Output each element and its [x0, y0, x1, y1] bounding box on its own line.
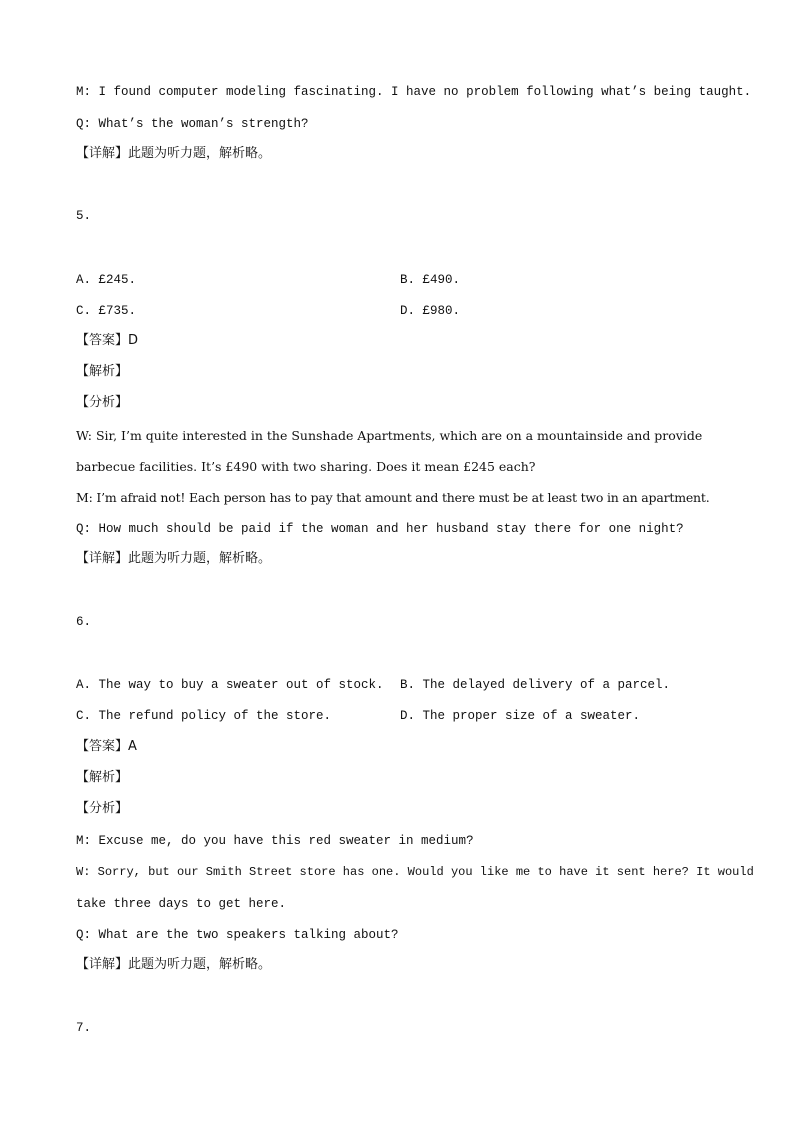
q5-question-line: Q: How much should be paid if the woman and her husband stay there for one night?: [76, 522, 684, 536]
q5-number: 5.: [76, 209, 92, 223]
q4-man-line: M: I found computer modeling fascinating. I have no problem following what’s being taught.: [76, 85, 752, 99]
q5-man-line: M: I’m afraid not! Each person has to pay that amount and there must be at least two in an apartment.: [76, 490, 710, 505]
q6-fenxi-label: 【分析】: [76, 801, 129, 816]
q4-question-line: Q: What’s the woman’s strength?: [76, 117, 309, 131]
q6-woman-line-2: take three days to get here.: [76, 897, 287, 911]
q5-answer: 【答案】D: [76, 333, 139, 348]
q6-man-line: M: Excuse me, do you have this red sweater in medium?: [76, 834, 474, 848]
q5-fenxi-label: 【分析】: [76, 395, 129, 410]
q6-question-line: Q: What are the two speakers talking about?: [76, 928, 399, 942]
q5-option-a: A. £245.: [76, 273, 137, 287]
q5-option-d: D. £980.: [400, 304, 461, 318]
q6-answer: 【答案】A: [76, 739, 137, 754]
q5-analysis-label: 【解析】: [76, 364, 129, 379]
q5-woman-line-1: W: Sir, I’m quite interested in the Sunshade Apartments, which are on a mountainside and provide: [76, 428, 703, 443]
q6-option-a: A. The way to buy a sweater out of stock.: [76, 678, 384, 692]
q6-option-b: B. The delayed delivery of a parcel.: [400, 678, 671, 692]
q6-analysis-label: 【解析】: [76, 770, 129, 785]
q5-option-b: B. £490.: [400, 273, 461, 287]
q6-option-c: C. The refund policy of the store.: [76, 709, 332, 723]
q6-detail-line: 【详解】此题为听力题，解析略。: [76, 957, 272, 972]
q6-woman-line-1: W: Sorry, but our Smith Street store has one. Would you like me to have it sent here? It would: [76, 865, 754, 879]
q6-option-d: D. The proper size of a sweater.: [400, 709, 641, 723]
q5-woman-line-2: barbecue facilities. It’s £490 with two sharing. Does it mean £245 each?: [76, 459, 536, 474]
q5-detail-line: 【详解】此题为听力题，解析略。: [76, 551, 272, 566]
q7-number: 7.: [76, 1021, 92, 1035]
q4-detail-line: 【详解】此题为听力题，解析略。: [76, 146, 272, 161]
q6-number: 6.: [76, 615, 92, 629]
q5-option-c: C. £735.: [76, 304, 137, 318]
